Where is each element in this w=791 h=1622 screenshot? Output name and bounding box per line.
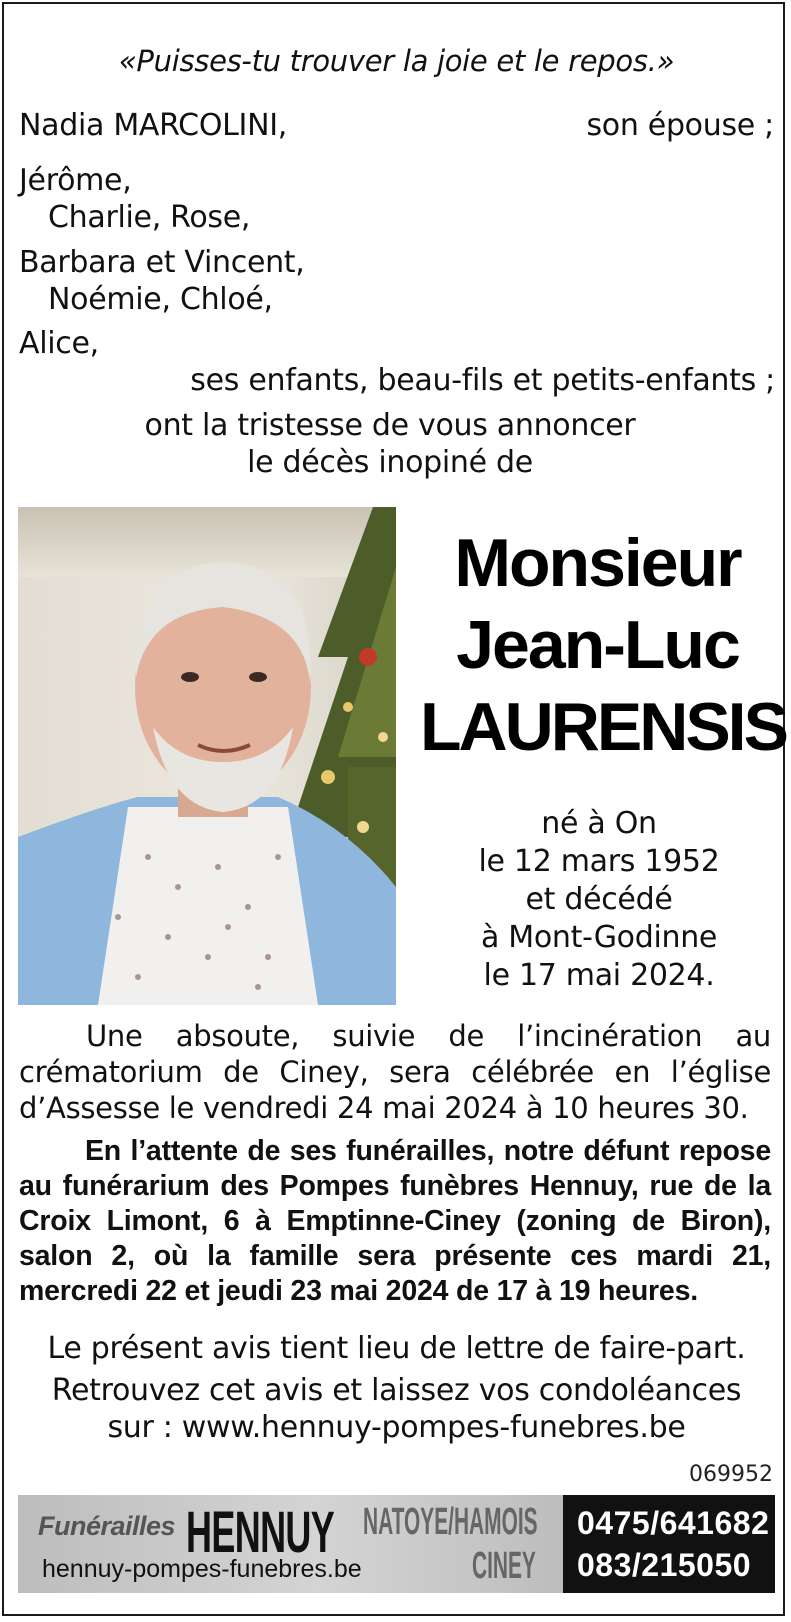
spouse-name: Nadia MARCOLINI, xyxy=(19,108,288,143)
birth-line: à Mont-Godinne xyxy=(480,920,718,955)
banner-funerailles: Funérailles xyxy=(38,1511,176,1541)
family-member: Alice, xyxy=(19,326,99,361)
birth-line: né à On xyxy=(541,806,657,841)
birth-line: le 12 mars 1952 xyxy=(478,844,720,879)
reference-number: 069952 xyxy=(689,1462,773,1487)
deceased-title: Monsieur xyxy=(454,525,741,601)
funeral-home-banner xyxy=(18,1495,563,1593)
notice-line: Le présent avis tient lieu de lettre de faire-part. xyxy=(47,1331,746,1366)
spouse-role: son épouse ; xyxy=(586,108,774,143)
family-member: Charlie, Rose, xyxy=(48,200,251,235)
announce-line: le décès inopiné de xyxy=(247,445,533,480)
family-member: Barbara et Vincent, xyxy=(19,245,305,280)
announce-line: ont la tristesse de vous annoncer xyxy=(144,408,636,443)
banner-location-2: CINEY xyxy=(472,1545,536,1587)
online-link[interactable]: sur : www.hennuy-pompes-funebres.be xyxy=(107,1410,686,1445)
banner-website[interactable]: hennuy-pompes-funebres.be xyxy=(42,1555,362,1583)
ceremony-paragraph: Une absoute, suivie de l’incinération au crématorium de Ciney, sera célébrée en l’église d’Assesse le vendredi 24 mai 2024 à 10 heures 30. xyxy=(19,1019,771,1125)
portrait-photo xyxy=(18,507,396,1005)
funeral-home-paragraph: En l’attente de ses funérailles, notre défunt repose au funérarium des Pompes funèbres Hennuy, rue de la Croix Limont, 6 à Emptinne-Ciney (zoning de Biron), salon 2, où la famille sera présente ces mardi 21, mercredi 22 et jeudi 23 mai 2024 de 17 à 19 heures. xyxy=(19,1135,771,1307)
deceased-first-name: Jean-Luc xyxy=(456,607,739,683)
deceased-last-name: LAURENSIS xyxy=(420,689,786,765)
family-member: Jérôme, xyxy=(19,163,132,198)
online-line: Retrouvez cet avis et laissez vos condoléances xyxy=(51,1373,742,1408)
birth-line: et décédé xyxy=(525,882,673,917)
banner-phone-1[interactable]: 0475/641682 xyxy=(577,1505,770,1541)
banner-location-1: NATOYE/HAMOIS xyxy=(363,1501,538,1543)
family-member: Noémie, Chloé, xyxy=(48,282,273,317)
banner-brand-logo: HENNUY xyxy=(186,1500,335,1565)
banner-phone-2[interactable]: 083/215050 xyxy=(577,1547,752,1583)
children-role: ses enfants, beau-fils et petits-enfants ; xyxy=(190,363,775,398)
epitaph-quote: «Puisses-tu trouver la joie et le repos.» xyxy=(118,44,675,78)
birth-line: le 17 mai 2024. xyxy=(483,958,715,993)
banner-phones xyxy=(563,1495,775,1593)
